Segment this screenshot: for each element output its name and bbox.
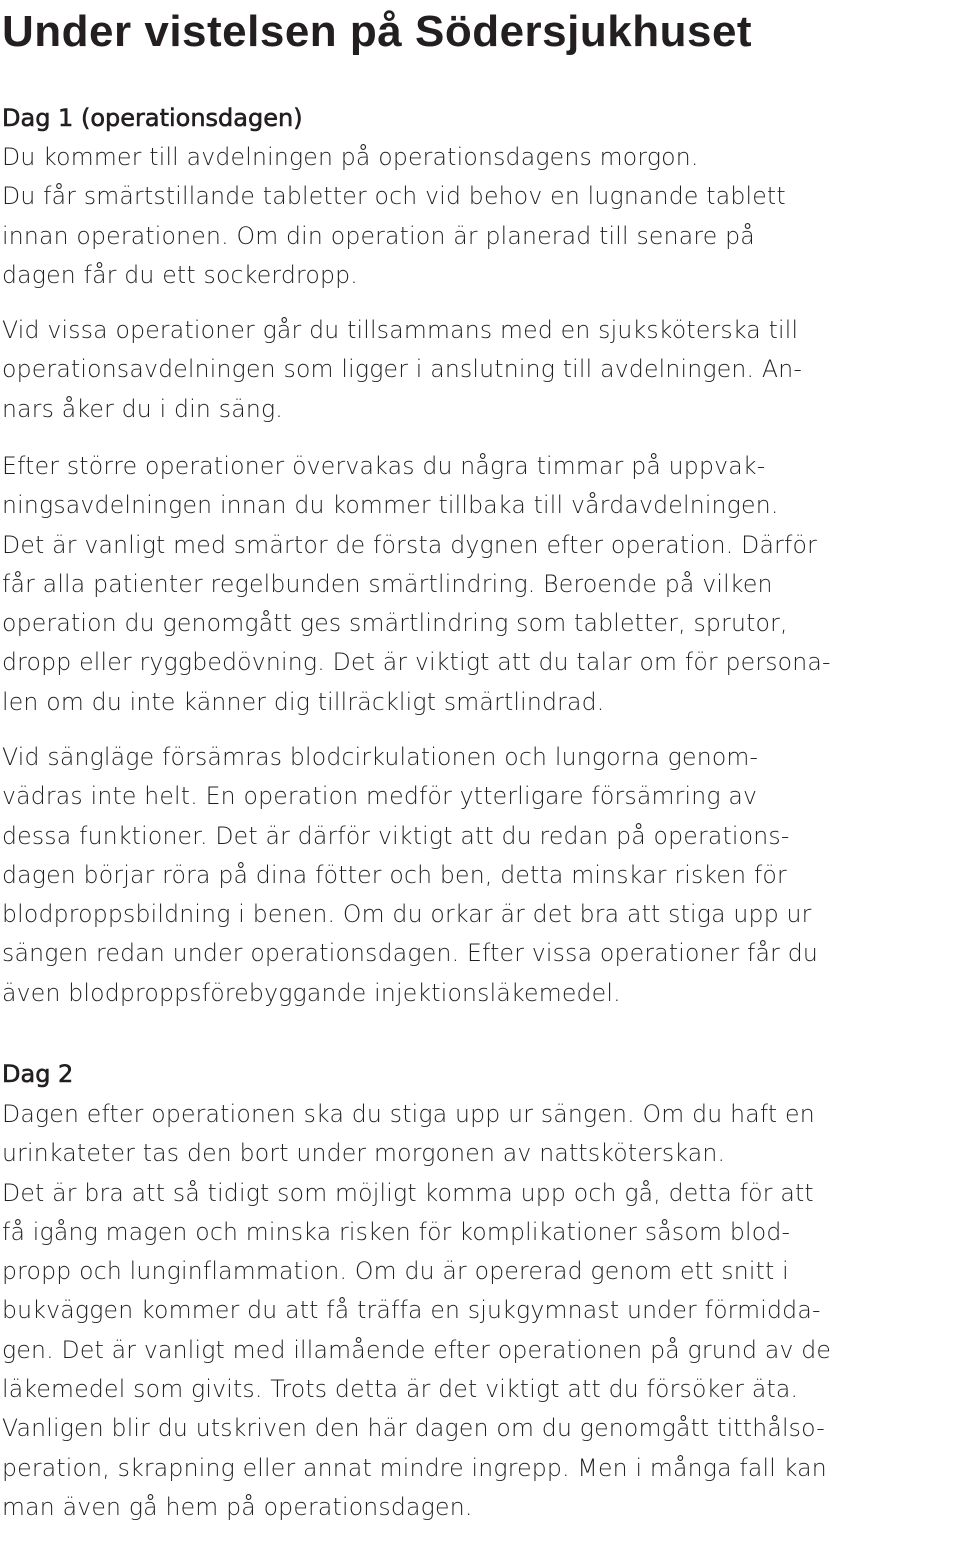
text-line: Vid vissa operationer går du tillsammans med en sjuksköterska till (2, 316, 799, 344)
text-line: operationsavdelningen som ligger i anslutning till avdelningen. An- (2, 355, 803, 384)
text-line: vädras inte helt. En operation medför ytterligare försämring av (2, 782, 758, 811)
text-line: ningsavdelningen innan du kommer tillbaka till vårdavdelningen. (2, 491, 779, 520)
text-line: Vid sängläge försämras blodcirkulationen och lungorna genom- (2, 743, 759, 771)
text-line: Det är vanligt med smärtor de första dygnen efter operation. Därför (2, 530, 817, 559)
page-title: Under vistelsen på Södersjukhuset (2, 7, 753, 56)
text-line: sängen redan under operationsdagen. Efter vissa operationer får du (2, 939, 818, 968)
text-line: även blodproppsförebyggande injektionsläkemedel. (2, 978, 621, 1007)
text-line: dessa funktioner. Det är därför viktigt att du redan på operations- (2, 821, 790, 850)
text-line: blodproppsbildning i benen. Om du orkar är det bra att stiga upp ur (2, 900, 812, 929)
text-line: dropp eller ryggbedövning. Det är viktigt att du talar om för persona- (2, 648, 831, 677)
text-line: bukväggen kommer du att få träffa en sjukgymnast under förmidda- (2, 1296, 821, 1325)
text-line: Du kommer till avdelningen på operationsdagens morgon. (2, 143, 699, 171)
text-line: operation du genomgått ges smärtlindring som tabletter, sprutor, (2, 609, 788, 638)
paragraph-day1-transport (2, 311, 958, 429)
text-line: dagen börjar röra på dina fötter och ben, detta minskar risken för (2, 860, 787, 889)
paragraph-day2 (2, 1095, 958, 1527)
text-line: dagen får du ett sockerdropp. (2, 260, 358, 289)
paragraph-day1-arrival (2, 138, 958, 295)
text-line: Du får smärtstillande tabletter och vid behov en lugnande tablett (2, 182, 786, 211)
text-line: läkemedel som givits. Trots detta är det viktigt att du försöker äta. (2, 1375, 799, 1404)
text-line: innan operationen. Om din operation är planerad till senare på (2, 221, 755, 250)
paragraph-day1-pain-relief (2, 447, 958, 722)
text-line: Vanligen blir du utskriven den här dagen om du genomgått titthålso- (2, 1414, 825, 1443)
text-line: urinkateter tas den bort under morgonen av nattsköterskan. (2, 1139, 726, 1168)
text-line: man även gå hem på operationsdagen. (2, 1492, 473, 1521)
text-line: gen. Det är vanligt med illamående efter operationen på grund av de (2, 1335, 832, 1364)
text-line: propp och lunginflammation. Om du är opererad genom ett snitt i (2, 1257, 789, 1286)
text-line: får alla patienter regelbunden smärtlindring. Beroende på vilken (2, 569, 773, 598)
text-line: få igång magen och minska risken för komplikationer såsom blod- (2, 1217, 791, 1246)
text-line: Efter större operationer övervakas du några timmar på uppvak- (2, 452, 766, 480)
section-heading-day-2: Dag 2 (2, 1060, 74, 1088)
paragraph-day1-circulation (2, 738, 958, 1013)
text-line: peration, skrapning eller annat mindre ingrepp. Men i många fall kan (2, 1453, 827, 1482)
text-line: Dagen efter operationen ska du stiga upp ur sängen. Om du haft en (2, 1100, 815, 1128)
text-line: Det är bra att så tidigt som möjligt komma upp och gå, detta för att (2, 1178, 814, 1207)
section-heading-day-1: Dag 1 (operationsdagen) (2, 104, 303, 132)
text-line: nars åker du i din säng. (2, 394, 283, 423)
text-line: len om du inte känner dig tillräckligt smärtlindrad. (2, 687, 605, 716)
